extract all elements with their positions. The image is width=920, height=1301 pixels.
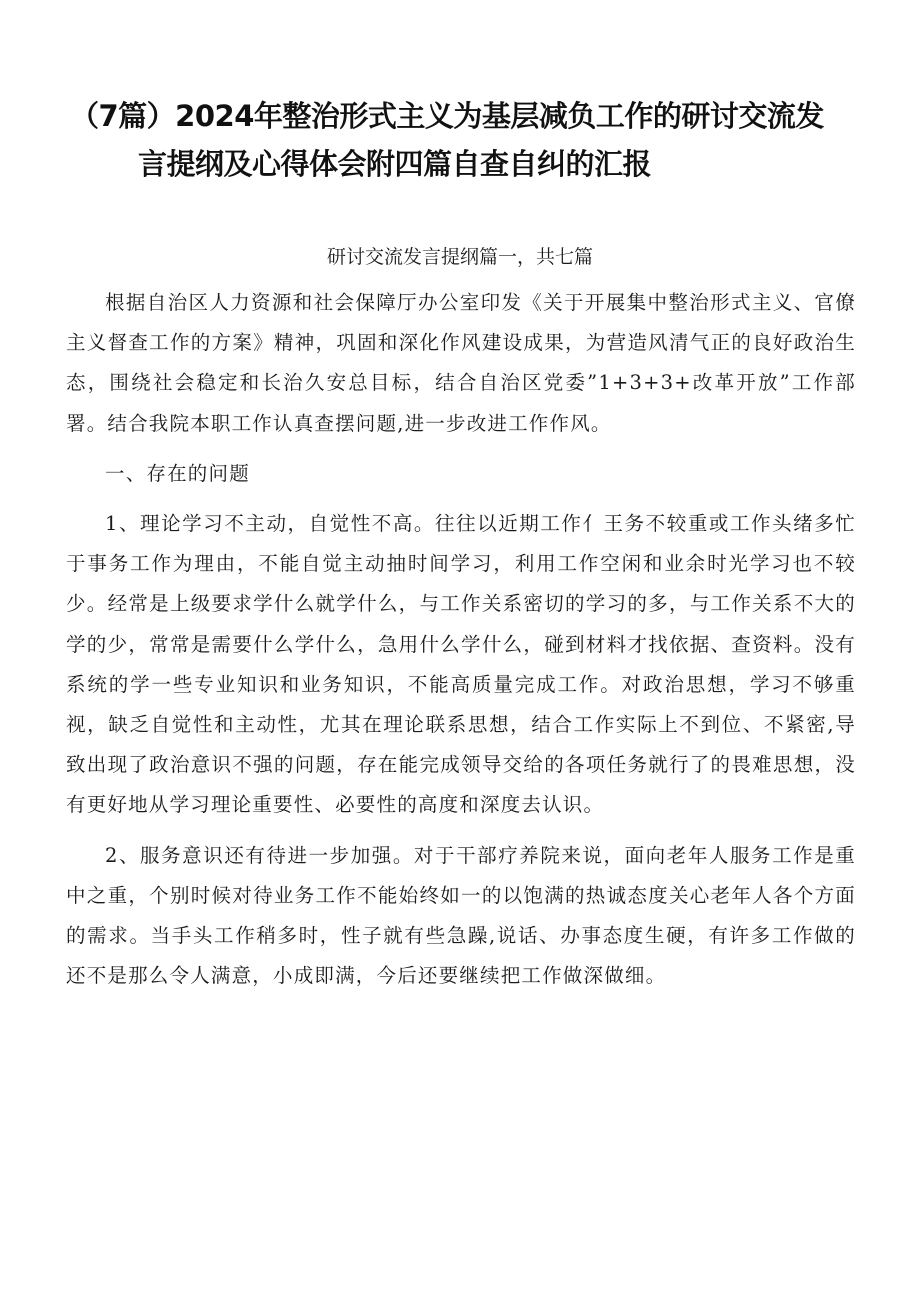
document-body bbox=[66, 283, 856, 996]
problem-paragraph-1: 1、理论学习不主动，自觉性不高。往往以近期工作亻王务不较重或工作头绪多忙于事务工作为理由，不能自觉主动抽时间学习，利用工作空闲和业余时光学习也不较少。经常是上级要求学什么就学什么，与工作关系密切的学习的多，与工作关系不大的学的少，常常是需要什么学什么，急用什么学什么，碰到材料才找依据、查资料。没有系统的学一些专业知识和业务知识，不能高质量完成工作。对政治思想，学习不够重视，缺乏自觉性和主动性，尤其在理论联系思想，结合工作实际上不到位、不紧密,导致出现了政治意识不强的问题，存在能完成领导交给的各项任务就行了的畏难思想，没有更好地从学习理论重要性、必要性的高度和深度去认识。 bbox=[66, 512, 856, 817]
problem-paragraph-2: 2、服务意识还有待进一步加强。对于干部疗养院来说，面向老年人服务工作是重中之重，个别时候对待业务工作不能始终如一的以饱满的热诚态度关心老年人各个方面的需求。当手头工作稍多时，性子就有些急躁,说话、办事态度生硬，有许多工作做的还不是那么令人满意，小成即满，今后还要继续把工作做深做细。 bbox=[66, 843, 856, 988]
document-title bbox=[70, 92, 860, 188]
section-heading-problems: 一、存在的问题 bbox=[105, 461, 250, 485]
section-subtitle: 研讨交流发言提纲篇一，共七篇 bbox=[326, 246, 593, 268]
title-line-2: 言提纲及心得体会附四篇自查自纠的汇报 bbox=[138, 147, 652, 181]
title-line-1: （7篇）2024年整治形式主义为基层减负工作的研讨交流发 bbox=[70, 99, 824, 133]
intro-paragraph: 根据自治区人力资源和社会保障厅办公室印发《关于开展集中整治形式主义、官僚主义督查工作的方案》精神，巩固和深化作风建设成果，为营造风清气正的良好政治生态，围绕社会稳定和长治久安总目标，结合自治区党委”1+3+3+改革开放”工作部署。结合我院本职工作认真查摆问题,进一步改进工作作风。 bbox=[66, 291, 856, 435]
